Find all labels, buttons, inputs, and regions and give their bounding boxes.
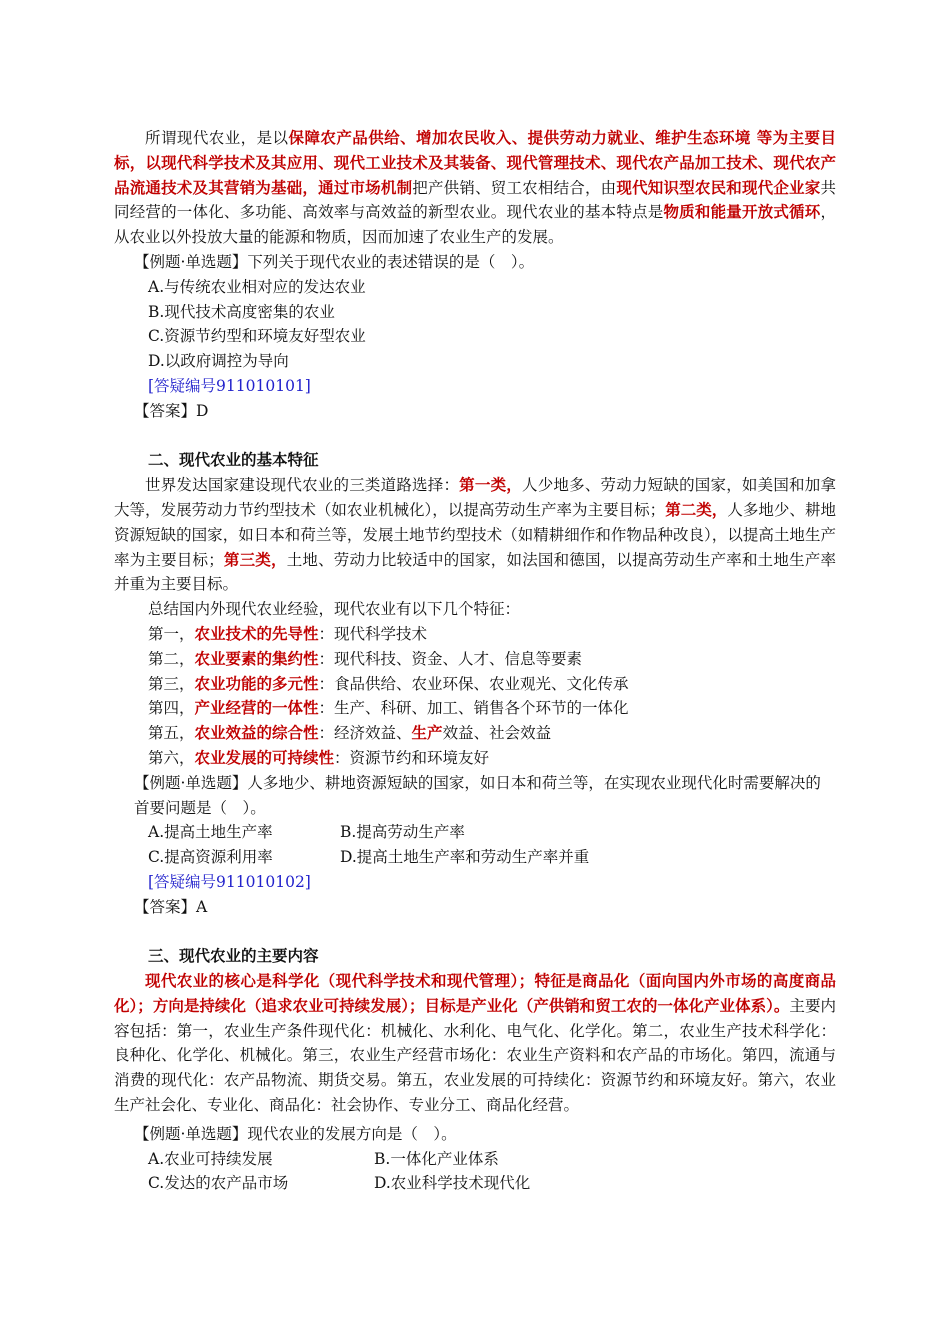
emphasis-text: 现代知识型农民和现代企业家 bbox=[616, 178, 821, 197]
body-text: ：生产、科研、加工、销售各个环节的一体化 bbox=[318, 699, 629, 718]
document-page bbox=[114, 126, 836, 1196]
body-text: 效益、社会效益 bbox=[442, 724, 552, 743]
body-text: ：资源节约和环境友好 bbox=[334, 748, 490, 767]
body-text: 第二， bbox=[148, 649, 195, 668]
emphasis-text: 农业功能的多元性 bbox=[194, 674, 319, 693]
body-text: 第六， bbox=[148, 748, 195, 767]
body-text: 第四， bbox=[148, 699, 195, 718]
s2-options-row-2 bbox=[114, 845, 836, 870]
body-text: 主要内容包括：第一，农业生产条件现代化：机械化、水利化、电气化、化学化。第二，农业生产技术科学化：良种化、化学化、机械化。第三，农业生产经营市场化：农业生产资料和农产品的市场化。第四，流通与消费的现代化：农产品物流、期货交易。第五，农业发展的可持续化：资源节约和环境友好。第六，农业生产社会化、专业化、商品化：社会协作、专业分工、商品化经营。 bbox=[114, 996, 836, 1115]
s2-feature-2 bbox=[114, 647, 836, 672]
emphasis-text: 农业要素的集约性 bbox=[194, 649, 319, 668]
emphasis-text: 物质和能量开放式循环 bbox=[663, 203, 821, 222]
s2-option-a: A.提高土地生产率 bbox=[148, 823, 273, 842]
s1-intro bbox=[114, 126, 836, 250]
body-text: 共同经营的一体化、多功能、高效率与高效益的新型农业。现代农业的基本特点是 bbox=[114, 178, 836, 222]
body-text: 人少地多、劳动力短缺的国家，如美国和加拿大等，发展劳动力节约型技术（如农业机械化），以提高劳动生产率为主要目标； bbox=[114, 476, 836, 519]
s1-option-c: C.资源节约型和环境友好型农业 bbox=[148, 327, 366, 346]
s2-option-c: C.提高资源利用率 bbox=[148, 848, 273, 867]
s2-heading: 二、现代农业的基本特征 bbox=[148, 451, 319, 470]
s1-option-b: B.现代技术高度密集的农业 bbox=[148, 302, 335, 321]
s2-feature-4 bbox=[114, 696, 836, 721]
body-text: ：食品供给、农业环保、农业观光、文化传承 bbox=[318, 674, 629, 693]
s1-answer: 【答案】D bbox=[134, 401, 209, 420]
emphasis-text: 第三类， bbox=[223, 550, 287, 569]
s1-ref-link[interactable]: [答疑编号911010101] bbox=[148, 376, 311, 395]
emphasis-text: 产业经营的一体性 bbox=[194, 699, 319, 718]
emphasis-text: 农业发展的可持续性 bbox=[194, 748, 335, 767]
s3-question: 【例题·单选题】现代农业的发展方向是（ ）。 bbox=[134, 1124, 457, 1143]
s2-feature-6 bbox=[114, 746, 836, 771]
body-text: ：现代科学技术 bbox=[318, 624, 428, 643]
s3-option-a: A.农业可持续发展 bbox=[148, 1149, 273, 1168]
s2-option-b: B.提高劳动生产率 bbox=[340, 823, 465, 842]
s2-option-d: D.提高土地生产率和劳动生产率并重 bbox=[340, 848, 590, 867]
s2-answer: 【答案】A bbox=[134, 897, 208, 916]
s2-feature-1 bbox=[114, 622, 836, 647]
emphasis-text: 第一类， bbox=[459, 476, 523, 495]
emphasis-text: 现代农业的核心是科学化（现代科学技术和现代管理）；特征是商品化（面向国内外市场的高度商品化）；方向是持续化（追求农业可持续发展）；目标是产业化（产供销和贸工农的一体化产业体系）。 bbox=[114, 972, 836, 1015]
emphasis-text: 农业技术的先导性 bbox=[194, 624, 319, 643]
s3-options-row-2 bbox=[114, 1171, 836, 1196]
emphasis-text: 农业效益的综合性 bbox=[194, 724, 319, 743]
body-text: 第五， bbox=[148, 724, 195, 743]
s3-option-c: C.发达的农产品市场 bbox=[148, 1174, 289, 1193]
s3-heading: 三、现代农业的主要内容 bbox=[148, 947, 319, 966]
s1-option-d: D.以政府调控为导向 bbox=[148, 352, 289, 371]
s2-ref-link[interactable]: [答疑编号911010102] bbox=[148, 872, 311, 891]
s3-option-d: D.农业科学技术现代化 bbox=[374, 1174, 531, 1193]
body-text: ，从农业以外投放大量的能源和物质，因而加速了农业生产的发展。 bbox=[114, 203, 836, 247]
s2-feature-5 bbox=[114, 721, 836, 746]
s3-option-b: B.一体化产业体系 bbox=[374, 1149, 499, 1168]
body-text: 世界发达国家建设现代农业的三类道路选择： bbox=[145, 476, 460, 495]
body-text: ：现代科技、资金、人才、信息等要素 bbox=[318, 649, 583, 668]
body-text: 土地、劳动力比较适中的国家，如法国和德国，以提高劳动生产率和土地生产率并重为主要目标。 bbox=[114, 550, 836, 594]
emphasis-text: 第二类， bbox=[665, 500, 728, 519]
s3-intro bbox=[114, 969, 836, 1118]
s1-question: 【例题·单选题】下列关于现代农业的表述错误的是（ ）。 bbox=[134, 252, 535, 271]
body-text: 第一， bbox=[148, 624, 195, 643]
s2-intro bbox=[114, 473, 836, 597]
s2-feature-3 bbox=[114, 672, 836, 697]
body-text: 第三， bbox=[148, 674, 195, 693]
body-text: ：经济效益、 bbox=[318, 724, 412, 743]
emphasis-text: 保障农产品供给、增加农民收入、提供劳动力就业、维护生态环境 等为主要目标，以现代科学技术及其应用、现代工业技术及其装备、现代管理技术、现代农产品加工技术、现代农产品流通技术及其营销为基础，通过市场机制 bbox=[114, 129, 836, 197]
body-text: 把产供销、贸工农相结合，由 bbox=[412, 178, 617, 197]
s2-options-row-1 bbox=[114, 820, 836, 845]
body-text: 所谓现代农业，是以 bbox=[145, 129, 289, 147]
s1-option-a: A.与传统农业相对应的发达农业 bbox=[148, 277, 366, 296]
emphasis-text: 生产 bbox=[411, 724, 443, 743]
body-text: 人多地少、耕地资源短缺的国家，如日本和荷兰等，发展土地节约型技术（如精耕细作和作物品种改良），以提高土地生产率为主要目标； bbox=[114, 500, 836, 569]
s2-summary: 总结国内外现代农业经验，现代农业有以下几个特征： bbox=[148, 600, 521, 619]
s2-question: 【例题·单选题】人多地少、耕地资源短缺的国家，如日本和荷兰等，在实现农业现代化时需要解决的首要问题是（ ）。 bbox=[134, 773, 821, 817]
s3-options-row-1 bbox=[114, 1147, 836, 1172]
